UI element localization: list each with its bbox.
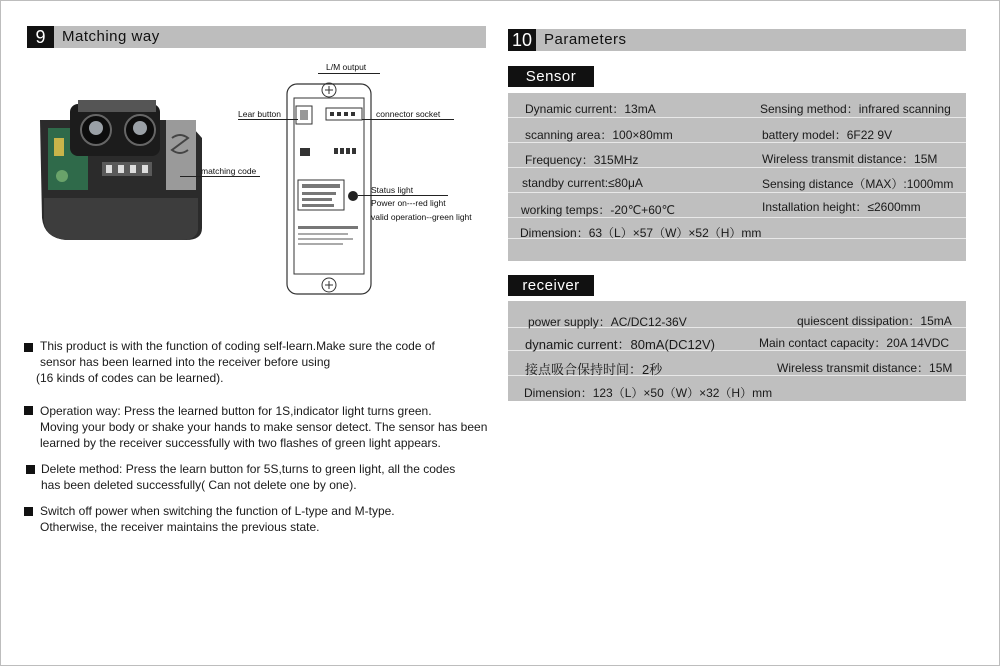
bullet-icon bbox=[26, 465, 35, 474]
section-title: Matching way bbox=[62, 28, 160, 45]
receiver-table bbox=[508, 301, 966, 401]
receiver-diagram bbox=[286, 76, 374, 298]
sensor-photo bbox=[36, 98, 206, 243]
receiver-power-supply: power supply：AC/DC12-36V bbox=[528, 315, 687, 329]
table-row bbox=[508, 301, 966, 328]
receiver-main-contact: Main contact capacity：20A 14VDC bbox=[759, 336, 950, 350]
bullet-icon bbox=[24, 343, 33, 352]
paragraph-line: Switch off power when switching the function of L-type and M-type. bbox=[40, 504, 395, 518]
paragraph-line: Otherwise, the receiver maintains the previous state. bbox=[40, 520, 320, 534]
paragraph-line: Moving your body or shake your hands to make sensor detect. The sensor has been bbox=[40, 420, 488, 434]
receiver-hold-time: 接点吸合保持时间：2秒 bbox=[525, 362, 663, 377]
paragraph-line: Operation way: Press the learned button for 1S,indicator light turns green. bbox=[40, 404, 432, 418]
receiver-quiescent-dissipation: quiescent dissipation：15mA bbox=[797, 314, 952, 328]
status-light-leader bbox=[358, 195, 448, 196]
sensor-scanning-area: scanning area：100×80mm bbox=[525, 128, 673, 142]
power-on-label: Power on---red light bbox=[371, 198, 446, 208]
paragraph-line: learned by the receiver successfully with two flashes of green light appears. bbox=[40, 436, 441, 450]
table-row bbox=[508, 218, 966, 239]
paragraph-operation-way bbox=[40, 403, 487, 451]
lm-output-leader bbox=[318, 73, 380, 74]
matching-code-leader bbox=[180, 176, 260, 177]
sensor-sensing-method: Sensing method：infrared scanning bbox=[760, 102, 951, 116]
table-row bbox=[508, 376, 966, 400]
paragraph-self-learn bbox=[36, 338, 435, 386]
connector-socket-label: connector socket bbox=[376, 109, 441, 119]
table-row bbox=[508, 328, 966, 351]
table-row bbox=[508, 351, 966, 376]
learn-button-leader bbox=[238, 119, 298, 120]
learn-button-label: Lear button bbox=[238, 109, 282, 119]
sensor-label: Sensor bbox=[508, 66, 594, 87]
connector-socket-leader bbox=[362, 119, 454, 120]
table-row bbox=[508, 168, 966, 193]
table-row bbox=[508, 193, 966, 218]
lm-output-label: L/M output bbox=[326, 62, 367, 72]
table-row bbox=[508, 118, 966, 143]
status-light-label: Status light bbox=[371, 185, 414, 195]
receiver-dynamic-current: dynamic current：80mA(DC12V) bbox=[525, 337, 716, 352]
sensor-frequency: Frequency：315MHz bbox=[525, 153, 639, 167]
section-number: 10 bbox=[508, 29, 536, 51]
paragraph-line: (16 kinds of codes can be learned). bbox=[36, 371, 224, 385]
paragraph-line: This product is with the function of coding self-learn.Make sure the code of bbox=[40, 339, 435, 353]
section-title: Parameters bbox=[544, 31, 627, 48]
valid-operation-label: valid operation--green light bbox=[371, 212, 472, 222]
sensor-installation-height: Installation height：≤2600mm bbox=[762, 200, 921, 214]
sensor-battery-model: battery model：6F22 9V bbox=[762, 128, 893, 142]
paragraph-line: has been deleted successfully( Can not delete one by one). bbox=[41, 478, 357, 492]
sensor-table bbox=[508, 93, 966, 261]
sensor-transmit-distance: Wireless transmit distance：15M bbox=[762, 152, 938, 166]
receiver-transmit-distance: Wireless transmit distance：15M bbox=[777, 361, 953, 375]
bullet-icon bbox=[24, 406, 33, 415]
paragraph-line: sensor has been learned into the receiver before using bbox=[40, 355, 331, 369]
table-row bbox=[508, 143, 966, 168]
table-row bbox=[508, 93, 966, 118]
bullet-icon bbox=[24, 507, 33, 516]
sensor-working-temps: working temps：-20℃+60℃ bbox=[521, 203, 676, 217]
matching-code-label: matching code bbox=[201, 166, 257, 176]
paragraph-switch-off bbox=[40, 503, 395, 535]
sensor-standby-current: standby current:≤80μA bbox=[522, 176, 643, 190]
sensor-dimension: Dimension：63（L）×57（W）×52（H）mm bbox=[520, 226, 762, 240]
paragraph-line: Delete method: Press the learn button for 5S,turns to green light, all the codes bbox=[41, 462, 456, 476]
section-number: 9 bbox=[27, 26, 54, 48]
receiver-label: receiver bbox=[508, 275, 594, 296]
parameters-header bbox=[508, 29, 966, 51]
matching-way-header bbox=[27, 26, 486, 48]
receiver-dimension: Dimension：123（L）×50（W）×32（H）mm bbox=[524, 386, 773, 400]
paragraph-delete-method bbox=[41, 461, 455, 493]
sensor-sensing-distance: Sensing distance（MAX）:1000mm bbox=[762, 177, 954, 191]
sensor-dynamic-current: Dynamic current：13mA bbox=[525, 102, 656, 116]
